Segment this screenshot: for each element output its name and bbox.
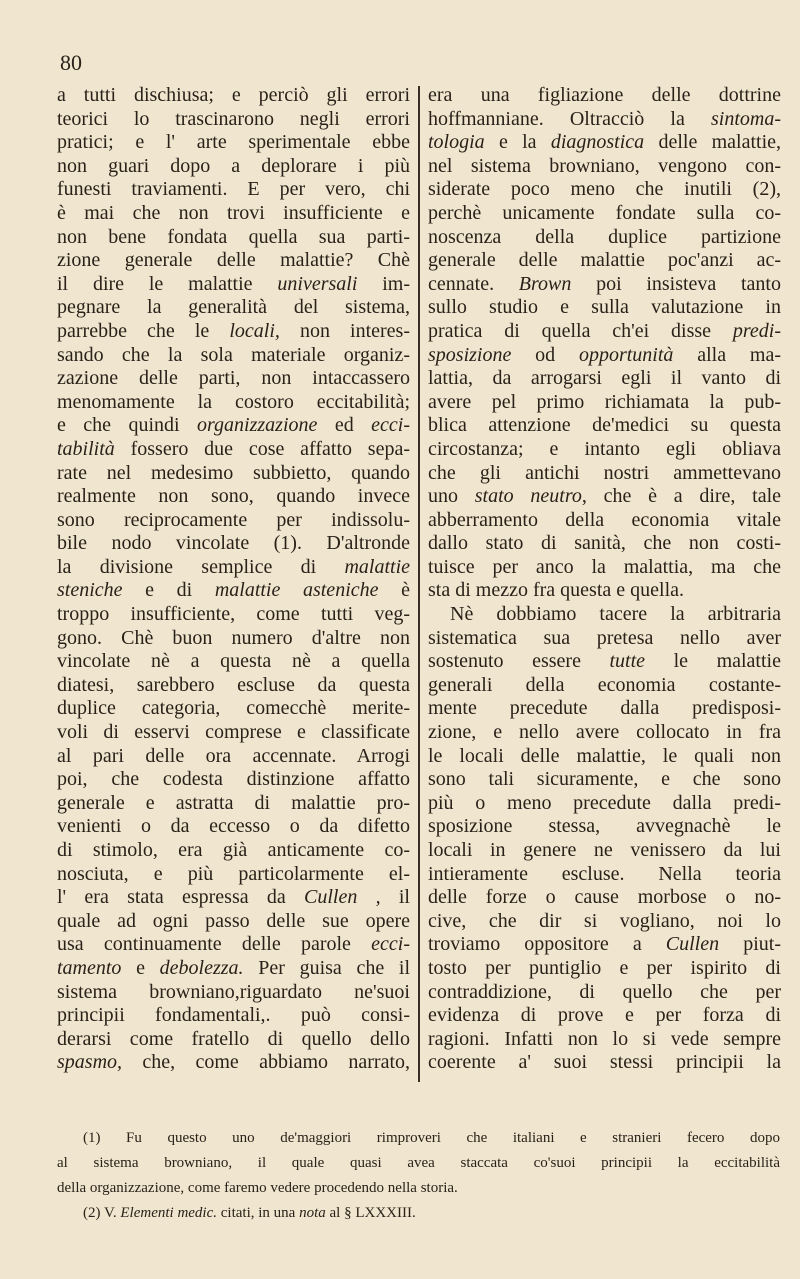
italic-text: Cullen , [304, 886, 381, 909]
text-segment: coerente a' suoi stessi principii la [428, 1051, 781, 1074]
text-segment: a tutti dischiusa; e perciò gli errori [57, 84, 410, 106]
text-segment: sistema browniano,riguardato ne'suoi [57, 980, 410, 1003]
text-line [428, 697, 781, 721]
text-line [428, 273, 781, 297]
italic-text: tamento [57, 956, 122, 979]
text-line [428, 462, 781, 486]
text-segment: im- [357, 272, 410, 295]
text-segment: rate nel medesimo subbietto, quando [57, 461, 410, 484]
text-segment: pratica di quella ch'ei disse [428, 319, 733, 342]
text-line [428, 108, 781, 132]
text-segment: intieramente escluse. Nella teoria [428, 862, 781, 885]
text-line [57, 226, 410, 250]
footnotes [57, 1126, 780, 1226]
text-segment: contraddizione, di quello che per [428, 980, 781, 1003]
text-segment: ed [317, 414, 372, 437]
text-segment: al sistema browniano, il quale quasi avea staccata co'suoi principii la eccitabilità [57, 1155, 780, 1171]
text-line [57, 603, 410, 627]
text-line [57, 108, 410, 132]
text-segment: ragioni. Infatti non lo si vede sempre [428, 1027, 781, 1050]
text-segment: le locali delle malattie, le quali non [428, 744, 781, 767]
text-segment: e che quindi [57, 414, 198, 437]
text-line [57, 674, 410, 698]
text-segment: troppo insufficiente, come tutti veg- [57, 603, 410, 626]
text-segment: della organizzazione, come faremo vedere procedendo nella storia. [57, 1180, 458, 1196]
text-segment: non bene fondata quella sua parti- [57, 225, 410, 248]
footnote-line [57, 1126, 780, 1151]
footnote-line [57, 1151, 780, 1176]
text-line [57, 1028, 410, 1052]
text-segment: (2) V. [83, 1205, 121, 1221]
text-segment: che gli antichi nostri ammettevano [428, 461, 781, 484]
text-line [57, 367, 410, 391]
text-segment: delle malattie, [644, 131, 782, 154]
text-line [57, 391, 410, 415]
text-segment: le malattie [645, 650, 781, 673]
italic-text: opportunità [578, 343, 674, 366]
italic-text: tutte [609, 650, 646, 673]
text-segment: sistematica sua pretesa nello aver [428, 626, 781, 649]
text-segment: delle forze o cause morbose o no- [428, 886, 781, 909]
text-segment: zione, e nello avere collocato in fra [428, 721, 781, 744]
text-line [428, 296, 781, 320]
text-line [57, 509, 410, 533]
text-segment: quale ad ogni passo delle sue opere [57, 909, 410, 932]
italic-text: ecci- [371, 933, 410, 956]
italic-text: tologia [428, 131, 485, 154]
italic-text: steniche [57, 579, 123, 602]
text-segment: venienti o da eccesso o da difetto [57, 815, 410, 838]
text-segment: pratici; e l' arte sperimentale ebbe [57, 131, 410, 154]
text-segment: più o meno precedute dalla predi- [428, 791, 781, 814]
text-segment: sono tali sicuramente, e che sono [428, 768, 781, 791]
text-line [57, 556, 410, 580]
text-segment: l' era stata espressa da [57, 886, 305, 909]
footnote-line [57, 1201, 780, 1226]
text-line [428, 745, 781, 769]
text-line [57, 131, 410, 155]
text-line [428, 202, 781, 226]
text-segment: , che è a dire, tale [581, 485, 782, 508]
italic-text: organizzazione [197, 414, 318, 437]
text-segment: siderate poco meno che inutili (2), [428, 178, 781, 201]
text-line [428, 627, 781, 651]
text-line [57, 721, 410, 745]
italic-text: malattie [344, 555, 410, 578]
text-segment: sta di mezzo fra questa e quella. [428, 579, 684, 602]
text-line [428, 485, 781, 509]
text-line [428, 674, 781, 698]
text-segment: al pari delle ora accennate. Arrogi [57, 744, 410, 767]
text-line [57, 579, 410, 603]
italic-text: sintoma- [711, 107, 781, 130]
text-segment: realmente non sono, quando invece [57, 485, 410, 508]
text-line [428, 391, 781, 415]
italic-text: predi- [732, 319, 781, 342]
text-segment: derarsi come fratello di quello dello [57, 1027, 410, 1050]
text-segment: dallo stato di sanità, che non costi- [428, 532, 781, 555]
text-segment: bile nodo vincolate (1). D'altronde [57, 532, 410, 555]
text-line [428, 532, 781, 556]
text-segment: Nè dobbiamo tacere la arbitraria [450, 603, 781, 626]
text-segment: troviamo oppositore a [428, 933, 666, 956]
text-segment: nel sistema browniano, vengono con- [428, 154, 781, 177]
text-segment: tosto per puntiglio e per ispirito di [428, 956, 781, 979]
text-segment: non guari dopo a deplorare i più [57, 154, 410, 177]
italic-text: Elementi medic. [120, 1205, 218, 1221]
text-line [428, 721, 781, 745]
text-line [57, 155, 410, 179]
text-line [428, 910, 781, 934]
text-line [57, 886, 410, 910]
text-line [428, 178, 781, 202]
italic-text: Cullen [665, 933, 720, 956]
text-segment: avere pel primo richiamata la pub- [428, 390, 781, 413]
text-segment: alla ma- [673, 343, 781, 366]
text-line [57, 438, 410, 462]
text-line [57, 863, 410, 887]
text-segment: di stimolo, era già anticamente co- [57, 839, 410, 861]
text-line [57, 933, 410, 957]
text-segment: menomamente la costoro eccitabilità; [57, 390, 410, 413]
text-segment: al § LXXXIII. [325, 1205, 416, 1221]
text-segment: gono. Chè buon numero d'altre non [57, 626, 410, 649]
text-line [57, 792, 410, 816]
text-segment: non interes- [279, 319, 410, 342]
text-line [428, 579, 781, 603]
text-segment: sposizione stessa, avvegnachè le [428, 815, 781, 838]
text-segment: vincolate nè a questa nè a quella [57, 650, 410, 673]
text-line [428, 509, 781, 533]
text-segment: teorici lo trascinarono negli errori [57, 107, 410, 130]
text-line [428, 863, 781, 887]
text-line [428, 839, 781, 863]
text-line [428, 603, 781, 627]
text-segment: parrebbe che le [57, 319, 230, 342]
text-line [428, 886, 781, 910]
italic-text: nota [299, 1205, 326, 1221]
text-line [428, 367, 781, 391]
text-segment: e di [122, 579, 215, 602]
text-segment: la divisione semplice di [57, 555, 345, 578]
text-segment: e la [484, 131, 551, 154]
italic-text: sposizione [428, 343, 512, 366]
text-line [428, 957, 781, 981]
text-segment: è [378, 579, 410, 602]
italic-text: tabilità [57, 437, 115, 460]
text-line [428, 438, 781, 462]
text-segment: sostenuto essere [428, 650, 610, 673]
text-line [428, 414, 781, 438]
text-segment: e [121, 956, 160, 979]
left-column [57, 84, 410, 1075]
text-segment: uno [428, 485, 475, 508]
text-segment: nosciuta, e più particolarmente el- [57, 862, 410, 885]
text-line [57, 697, 410, 721]
text-segment: cive, che dir si vogliano, noi lo [428, 909, 781, 932]
text-segment: principii fondamentali,. può consi- [57, 1004, 410, 1027]
italic-text: Brown [518, 272, 572, 295]
text-line [57, 320, 410, 344]
text-line [57, 957, 410, 981]
italic-text: universali [277, 272, 358, 295]
text-segment: citati, in una [217, 1205, 300, 1221]
text-line [428, 249, 781, 273]
text-segment: od [511, 343, 579, 366]
text-segment: noscenza della duplice partizione [428, 225, 781, 248]
text-line [57, 344, 410, 368]
text-line [57, 910, 410, 934]
text-segment: zazione delle parti, non intaccassero [57, 367, 410, 390]
text-line [57, 627, 410, 651]
text-line [428, 768, 781, 792]
text-line [57, 414, 410, 438]
text-line [57, 84, 410, 108]
text-segment: lattia, da arrogarsi egli il vanto di [428, 367, 781, 390]
italic-text: malattie asteniche [214, 579, 379, 602]
text-segment: abberramento della economia vitale [428, 508, 781, 531]
text-segment: che, come abbiamo narrato, [122, 1051, 410, 1074]
text-line [57, 178, 410, 202]
text-segment: funesti traviamenti. E per vero, chi [57, 178, 410, 201]
text-segment: piut- [719, 933, 781, 956]
footnote-line [57, 1176, 780, 1201]
right-column [428, 84, 781, 1075]
text-segment: poi, che codesta distinzione affatto [57, 768, 410, 791]
text-segment: cennate. [428, 272, 519, 295]
text-segment: è mai che non trovi insufficiente e [57, 201, 410, 224]
text-line [57, 296, 410, 320]
text-line [428, 792, 781, 816]
italic-text: debolezza. [159, 956, 244, 979]
text-segment: poi insisteva tanto [571, 272, 781, 295]
text-segment: sullo studio e sulla valutazione in [428, 296, 781, 319]
text-line [428, 815, 781, 839]
text-line [428, 981, 781, 1005]
text-segment: il [380, 886, 410, 909]
text-segment: sono reciprocamente per indissolu- [57, 508, 410, 531]
text-segment: era una figliazione delle dottrine [428, 84, 781, 106]
text-segment: Per guisa che il [243, 956, 410, 979]
italic-text: stato neutro [474, 485, 582, 508]
text-line [57, 745, 410, 769]
text-segment: generale delle malattie poc'anzi ac- [428, 249, 781, 272]
italic-text: diagnostica [550, 131, 645, 154]
text-line [428, 320, 781, 344]
text-segment: mente precedute dalla predisposi- [428, 697, 781, 720]
text-segment: circostanza; e intanto egli obliava [428, 437, 781, 460]
text-segment: fossero due cose affatto sepa- [114, 437, 410, 460]
text-segment: il dire le malattie [57, 272, 278, 295]
text-line [57, 485, 410, 509]
text-line [428, 1004, 781, 1028]
text-line [57, 650, 410, 674]
text-line [57, 981, 410, 1005]
text-line [57, 1004, 410, 1028]
text-line [428, 556, 781, 580]
text-line [428, 155, 781, 179]
text-segment: generali della economia costante- [428, 673, 781, 696]
text-segment: evidenza di prove e per forza di [428, 1004, 781, 1027]
text-segment: usa continuamente delle parole [57, 933, 372, 956]
text-segment: voli di esservi comprese e classificate [57, 721, 410, 744]
text-segment: zione generale delle malattie? Chè [57, 249, 410, 272]
text-segment: duplice categoria, comecchè merite- [57, 697, 410, 720]
text-line [428, 650, 781, 674]
text-line [428, 1051, 781, 1075]
text-line [428, 131, 781, 155]
text-line [57, 249, 410, 273]
text-line [428, 226, 781, 250]
text-line [57, 273, 410, 297]
italic-text: spasmo, [57, 1051, 123, 1074]
text-line [57, 815, 410, 839]
page-number: 80 [60, 50, 82, 75]
text-line [57, 202, 410, 226]
text-segment: hoffmanniane. Oltracciò la [428, 107, 711, 130]
text-line [57, 532, 410, 556]
text-segment: generale e astratta di malattie pro- [57, 791, 410, 814]
text-segment: (1) Fu questo uno de'maggiori rimproveri che italiani e stranieri fecero dopo [83, 1130, 780, 1146]
text-line [428, 933, 781, 957]
text-line [57, 839, 410, 863]
text-line [57, 1051, 410, 1075]
text-segment: tuisce per anco la malattia, ma che [428, 555, 781, 578]
text-segment: blica attenzione de'medici su questa [428, 414, 781, 437]
text-line [57, 768, 410, 792]
text-segment: diatesi, sarebbero escluse da questa [57, 673, 410, 696]
column-divider [418, 86, 420, 1082]
text-segment: pegnare la generalità del sistema, [57, 296, 410, 319]
text-line [428, 84, 781, 108]
text-segment: perchè unicamente fondate sulla co- [428, 201, 781, 224]
text-segment: locali in genere ne venissero da lui [428, 839, 781, 861]
text-segment: sando che la sola materiale organiz- [57, 343, 410, 366]
text-line [428, 1028, 781, 1052]
text-line [57, 462, 410, 486]
italic-text: locali, [229, 319, 280, 342]
text-line [428, 344, 781, 368]
italic-text: ecci- [371, 414, 410, 437]
